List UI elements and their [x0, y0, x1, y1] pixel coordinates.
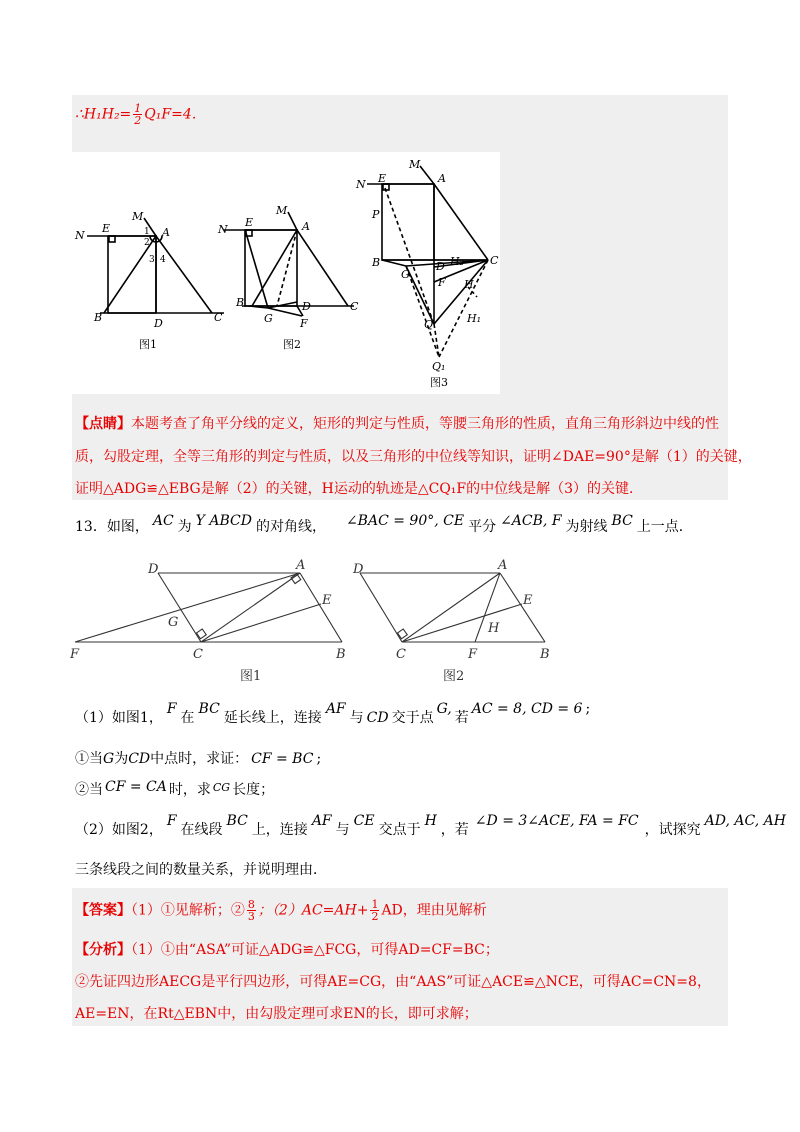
- fig1-label-A: A: [162, 226, 170, 239]
- fig1-label-1: 1: [144, 227, 150, 237]
- fig1-label-N: N: [75, 229, 85, 242]
- fig1-label-2: 2: [144, 238, 150, 248]
- q13-fig2-label-D: D: [353, 562, 364, 577]
- fig1-caption: 图1: [139, 338, 157, 351]
- dianjing-line1: 【点睛】本题考查了角平分线的定义，矩形的判定与性质，等腰三角形的性质，直角三角形斜边中线的性: [75, 416, 719, 432]
- q13-figures: [70, 556, 560, 686]
- fig3-label-H1: H₁: [467, 312, 482, 325]
- q13-part2-line2: 三条线段之间的数量关系，并说明理由．: [75, 862, 327, 878]
- q13-fig2-label-A: A: [498, 558, 508, 573]
- q13-fig1-label-F: F: [70, 647, 80, 662]
- q13-fig1-label-G: G: [168, 615, 179, 630]
- fig2-label-M: M: [276, 204, 288, 217]
- fig2-label-D: D: [302, 300, 311, 313]
- q13-fig1-label-B: B: [336, 647, 346, 662]
- q13-stem: 13．如图， AC 为 Y ABCD 的对角线， ∠BAC = 90°, CE 平分 ∠ACB, F 为射线 BC 上一点．: [75, 513, 693, 535]
- q13-fig2-label-C: C: [396, 647, 406, 662]
- q13-fig2-label-F: F: [468, 647, 478, 662]
- fig2-label-B: B: [236, 296, 245, 309]
- fig3-label-Q: Q: [424, 318, 434, 331]
- fig2-label-C: C: [350, 300, 359, 313]
- fig2-label-E: E: [245, 216, 254, 229]
- fig3-label-H2: H₂: [450, 255, 465, 268]
- q13-fig1-caption: 图1: [240, 669, 262, 684]
- q13-part1a: ①当G为CD中点时，求证： CF = BC ;: [75, 751, 322, 767]
- fig1-label-M: M: [132, 210, 144, 223]
- fig1-label-3: 3: [149, 255, 155, 265]
- fig3-label-E: E: [378, 172, 387, 185]
- q13-part1: （1）如图1，F在BC延长线上，连接AF与 CD 交于点G,若AC = 8, CD = 6 ;: [75, 701, 591, 726]
- q13-fig2-label-B: B: [540, 647, 550, 662]
- fig3-label-N: N: [356, 178, 366, 191]
- fig1-label-B: B: [94, 311, 103, 324]
- fig3-label-A: A: [438, 172, 446, 185]
- q13-part1b: ②当 CF = CA 时，求 $^{CG}$ 长度；: [75, 779, 275, 798]
- analysis-line2: ②先证四边形AECG是平行四边形，可得AE=CG，由“AAS”可证△ACE≌△NCE，可得AC=CN=8，: [75, 974, 711, 990]
- geometry-figures-top: [72, 152, 500, 394]
- fig3-label-M: M: [409, 158, 421, 171]
- fig3-label-F: F: [438, 276, 446, 289]
- fig3-label-G: G: [401, 268, 410, 281]
- q13-fig1-label-C: C: [193, 647, 203, 662]
- analysis-line1: 【分析】（1）①由“ASA”可证△ADG≌△FCG，可得AD=CF=BC；: [75, 942, 499, 958]
- fig1-label-D: D: [154, 317, 163, 330]
- dianjing-line3: 证明△ADG≌△EBG是解（2）的关键，H运动的轨迹是△CQ₁F的中位线是解（3）的关键．: [75, 481, 644, 497]
- q13-fig1-label-E: E: [322, 593, 332, 608]
- dianjing-line2: 质，勾股定理，全等三角形的判定与性质，以及三角形的中位线等知识，证明∠DAE=90°是解（1）的关键，: [75, 449, 752, 465]
- fig3-label-D: D: [436, 260, 445, 273]
- q13-fig2-label-E: E: [523, 593, 533, 608]
- fig3-label-B: B: [372, 256, 381, 269]
- fig2-caption: 图2: [283, 338, 301, 351]
- q13-fig1-label-D: D: [148, 562, 159, 577]
- q13-part2: （2）如图2，F在线段BC上，连接AF与CE交点于H，若∠D = 3∠ACE, FA = FC，试探究AD, AC, AH: [75, 813, 786, 838]
- fig1-label-E: E: [102, 222, 111, 235]
- intro-line: ∴H₁H₂= $\frac{1}{2}$ Q₁F=4．: [75, 102, 206, 127]
- q13-fig1-label-A: A: [296, 558, 306, 573]
- fig3-caption: 图3: [430, 376, 448, 389]
- fig2-label-N: N: [218, 223, 228, 236]
- fig1-label-C: C: [214, 311, 223, 324]
- q13-fig2-caption: 图2: [443, 669, 465, 684]
- fig2-label-A: A: [302, 220, 310, 233]
- fig1-label-4: 4: [160, 255, 166, 265]
- fig3-label-P: P: [372, 208, 380, 221]
- fig3-label-C: C: [490, 254, 499, 267]
- fig2-label-F: F: [300, 317, 308, 330]
- fig2-label-G: G: [264, 312, 273, 325]
- answer-line: 【答案】（1）①见解析；② $\frac{8}{3}$ ；（2）AC=AH+ $\frac{1}{2}$ AD，理由见解析: [75, 898, 487, 923]
- fig3-label-H: H: [464, 278, 474, 291]
- fig3-label-Q1: Q₁: [432, 360, 446, 373]
- analysis-line3: AE=EN，在Rt△EBN中，由勾股定理可求EN的长，即可求解；: [75, 1006, 478, 1022]
- q13-fig2-label-H: H: [488, 621, 500, 636]
